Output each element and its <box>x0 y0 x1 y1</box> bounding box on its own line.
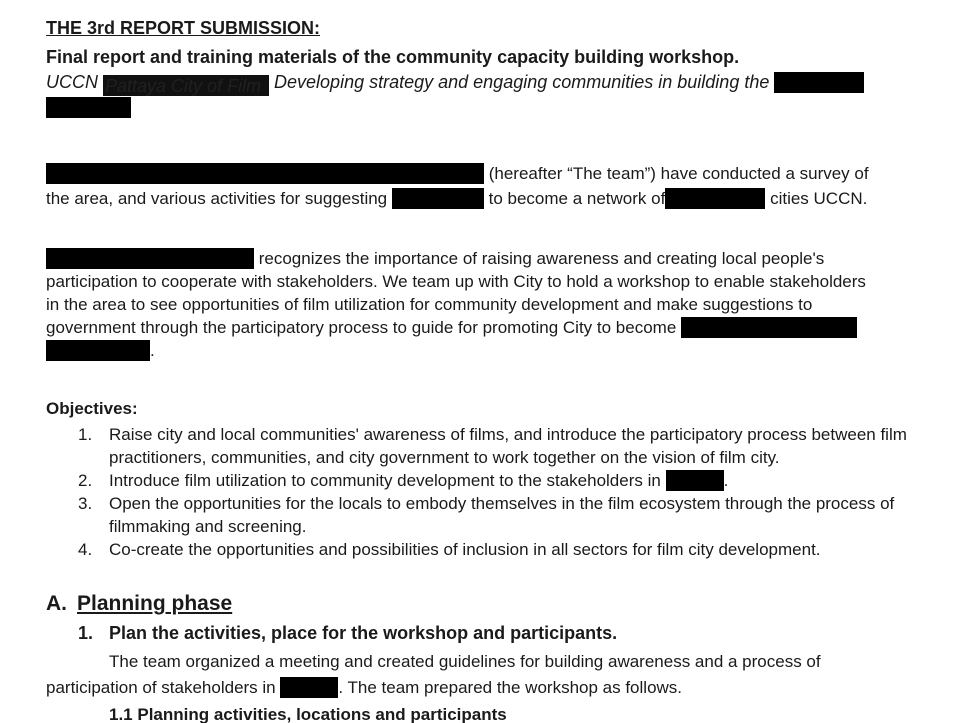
objective-end: . <box>723 471 729 490</box>
redaction-block <box>280 677 338 698</box>
subsection-title: Plan the activities, place for the workshop and participants. <box>109 623 618 643</box>
redaction-block <box>392 188 484 209</box>
intro-text-4: cities UCCN. <box>770 189 868 208</box>
objective-text: Introduce film utilization to community development to the stakeholders in <box>109 471 661 490</box>
planning-line1: The team organized a meeting and created guidelines for building awareness and a process of <box>109 652 821 671</box>
section-a-heading <box>46 590 232 618</box>
awareness-line4 <box>46 316 946 339</box>
objective-item <box>78 423 908 469</box>
objective-number: 3. <box>78 494 93 513</box>
awareness-line3: in the area to see opportunities of film utilization for community development and make suggestions to <box>46 295 813 314</box>
section-title: Planning phase <box>77 592 233 615</box>
objectives-label: Objectives: <box>46 399 138 418</box>
redaction-block <box>46 248 254 269</box>
redaction-block <box>774 72 864 93</box>
intro-line2 <box>46 187 926 210</box>
redaction-block <box>46 97 131 118</box>
objective-text: Open the opportunities for the locals to embody themselves in the film ecosystem through the process of filmmaking and screening. <box>109 494 895 536</box>
subtitle-line2 <box>46 96 131 119</box>
objective-text: Co-create the opportunities and possibilities of inclusion in all sectors for film city development. <box>109 540 821 559</box>
awareness-text-4: government through the participatory process to guide for promoting City to become <box>46 318 677 337</box>
awareness-line5 <box>46 339 155 362</box>
intro-line1 <box>46 162 926 185</box>
submission-heading: THE 3rd REPORT SUBMISSION: <box>46 18 321 38</box>
redaction-block <box>46 163 484 184</box>
redaction-block <box>46 340 150 361</box>
objective-number: 1. <box>78 425 93 444</box>
intro-text-1: (hereafter “The team”) have conducted a survey of <box>488 164 869 183</box>
planning-text-end: . The team prepared the workshop as follows. <box>338 678 683 697</box>
subsection-1-heading <box>78 622 617 645</box>
subtitle-prefix: UCCN <box>46 72 98 92</box>
redacted-city-name: Pattaya City of Film <box>103 75 269 96</box>
objective-number: 2. <box>78 471 93 490</box>
subsection-number: 1. <box>78 623 94 643</box>
objective-number: 4. <box>78 540 93 559</box>
awareness-text-1: recognizes the importance of raising awareness and creating local people's <box>258 249 825 268</box>
report-title: Final report and training materials of the community capacity building workshop. <box>46 47 740 67</box>
objective-item <box>78 492 908 538</box>
intro-text-3: to become a network of <box>488 189 666 208</box>
planning-text-start: participation of stakeholders in <box>46 678 276 697</box>
redaction-block <box>665 188 765 209</box>
awareness-line2: participation to cooperate with stakeholders. We team up with City to hold a workshop to enable stakeholders <box>46 272 866 291</box>
planning-line2 <box>46 676 916 699</box>
awareness-line1 <box>46 247 926 270</box>
subsection-1-1-heading: 1.1 Planning activities, locations and participants <box>109 705 507 723</box>
objective-text: Raise city and local communities' awareness of films, and introduce the participatory process between film practitioners, communities, and city government to work together on the vision of film city. <box>109 425 907 467</box>
intro-text-2: the area, and various activities for suggesting <box>46 189 388 208</box>
redaction-block <box>681 317 857 338</box>
redaction-block <box>666 470 724 491</box>
awareness-text-5: . <box>150 341 155 360</box>
objective-item <box>78 538 908 561</box>
objective-item <box>78 469 908 492</box>
subtitle-text: Developing strategy and engaging communities in building the <box>274 72 770 92</box>
objectives-list <box>78 423 908 561</box>
section-letter: A. <box>46 592 67 615</box>
report-subtitle <box>46 71 926 96</box>
planning-paragraph <box>46 650 916 699</box>
